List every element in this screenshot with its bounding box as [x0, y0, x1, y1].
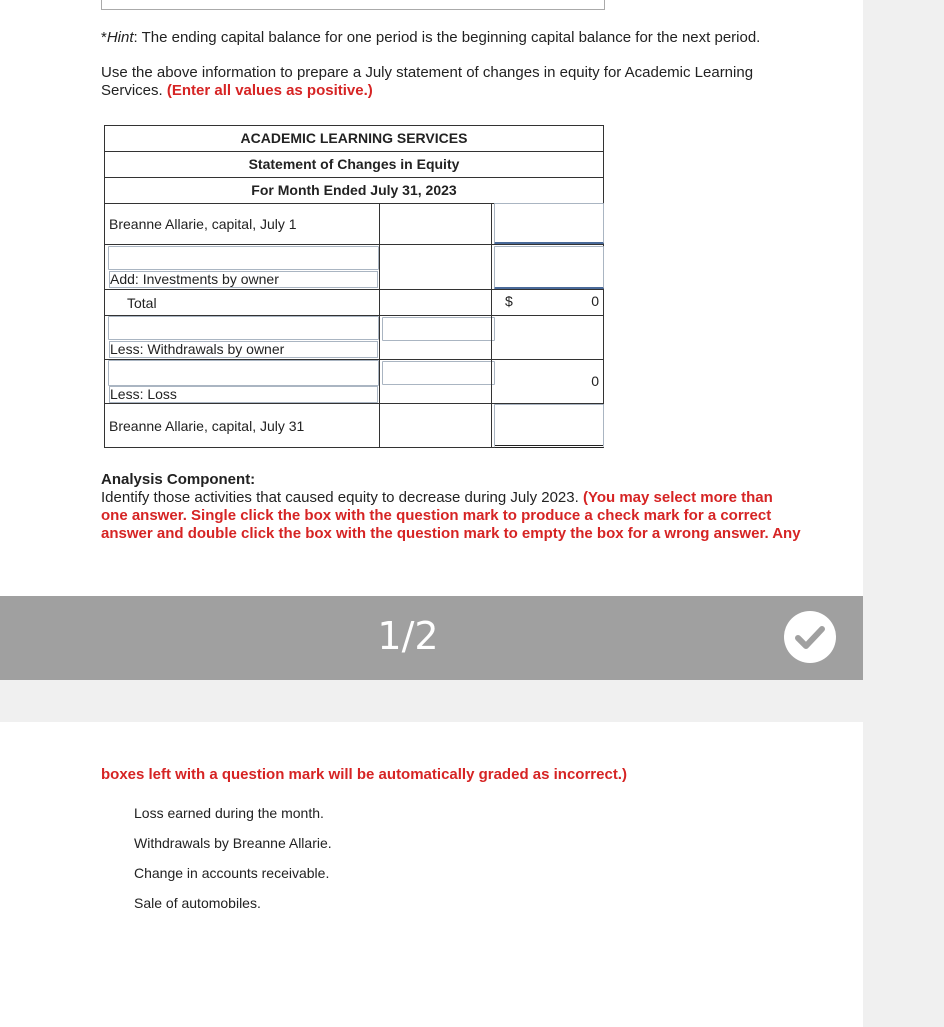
row-capital-begin-mid — [379, 203, 492, 245]
loss-input[interactable] — [382, 361, 495, 385]
check-circle-icon[interactable] — [784, 611, 836, 663]
withdrawals-label-input[interactable] — [108, 316, 379, 340]
page-number: 1/2 — [377, 614, 439, 658]
analysis-instruction-continued: boxes left with a question mark will be automatically graded as incorrect.) — [101, 766, 627, 783]
loss-subtotal-value: 0 — [591, 373, 599, 389]
statement-period: For Month Ended July 31, 2023 — [104, 177, 604, 204]
investments-label-input[interactable] — [108, 246, 379, 270]
withdrawals-input[interactable] — [382, 317, 495, 341]
row-capital-begin-label: Breanne Allarie, capital, July 1 — [104, 203, 380, 245]
page-indicator-bar — [0, 596, 863, 680]
total-value: 0 — [591, 293, 599, 309]
capital-end-input[interactable] — [494, 404, 604, 448]
row-capital-end-mid — [379, 403, 492, 448]
withdrawals-label: Less: Withdrawals by owner — [109, 341, 378, 358]
answer-option-3[interactable]: Change in accounts receivable. — [134, 865, 330, 881]
row-investments-mid — [379, 244, 492, 290]
answer-option-1[interactable]: Loss earned during the month. — [134, 805, 324, 821]
statement-subtitle: Statement of Changes in Equity — [104, 151, 604, 178]
total-currency: $ — [505, 293, 513, 309]
investments-label: Add: Investments by owner — [109, 271, 378, 288]
hint-text: *Hint: The ending capital balance for one period is the beginning capital balance for the next period. — [101, 29, 761, 46]
investments-input[interactable] — [494, 246, 604, 289]
row-total-mid — [379, 289, 492, 316]
statement-title: ACADEMIC LEARNING SERVICES — [104, 125, 604, 152]
loss-label-input[interactable] — [108, 360, 379, 386]
row-capital-end-label: Breanne Allarie, capital, July 31 — [104, 403, 380, 448]
previous-table-remnant — [101, 0, 605, 10]
page-2 — [0, 722, 863, 1027]
analysis-question: Identify those activities that caused equity to decrease during July 2023. (You may select more than one answer. Single click the box with the question mark to produce a check mark for a correct answer and double click the box with the question mark to empty the box for a wrong answer. Any — [101, 489, 801, 542]
instruction-text: Use the above information to prepare a July statement of changes in equity for Academic Learning Services. (Enter all values as positive.) — [101, 64, 754, 99]
row-withdrawals-right — [491, 315, 604, 360]
analysis-heading: Analysis Component: — [101, 471, 256, 488]
row-total-label: Total — [104, 289, 380, 316]
loss-label: Less: Loss — [109, 386, 378, 403]
answer-option-2[interactable]: Withdrawals by Breanne Allarie. — [134, 835, 332, 851]
capital-begin-input[interactable] — [494, 203, 604, 244]
answer-option-4[interactable]: Sale of automobiles. — [134, 895, 261, 911]
